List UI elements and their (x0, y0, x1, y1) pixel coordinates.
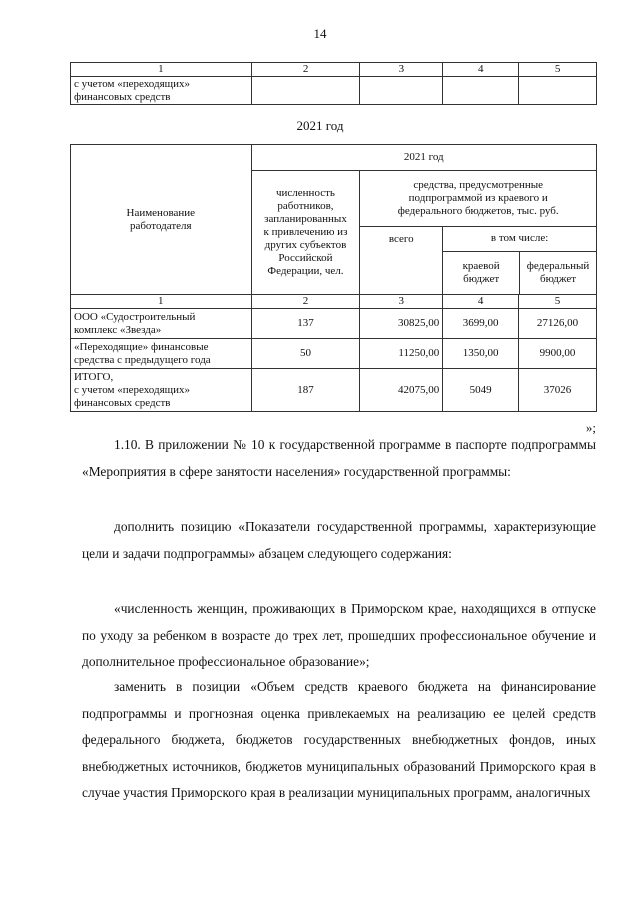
col-number: 3 (360, 63, 443, 77)
row-workers: 50 (251, 339, 360, 369)
row-total: 42075,00 (360, 369, 443, 412)
empty-cell (360, 77, 443, 105)
empty-cell (519, 77, 597, 105)
row-regional: 5049 (443, 369, 519, 412)
row-name: ИТОГО, с учетом «переходящих» финансовых средств (71, 369, 252, 412)
empty-cell (251, 77, 360, 105)
col-number: 4 (443, 295, 519, 309)
empty-cell (443, 77, 519, 105)
row-name: ООО «Судостроительный комплекс «Звезда» (71, 309, 252, 339)
paragraph-1: 1.10. В приложении № 10 к государственной программе в паспорте подпрограммы «Мероприятия в сфере занятости населения» государственной программы: (82, 437, 596, 479)
header-including: в том числе: (443, 227, 596, 251)
year-title: 2021 год (296, 118, 344, 133)
col-number: 4 (443, 63, 519, 77)
header-total: всего (360, 227, 443, 295)
col-number: 2 (251, 295, 360, 309)
page-number: 14 (313, 26, 327, 41)
paragraph-2: дополнить позицию «Показатели государственной программы, характеризующие цели и задачи подпрограммы» абзацем следующего содержания: (82, 519, 596, 561)
col-number: 3 (360, 295, 443, 309)
paragraph-4: заменить в позиции «Объем средств краевого бюджета на финансирование подпрограммы и прогнозная оценка привлекаемых на реализацию ее целей средств федерального бюджета, бюджетов государственных внебюджетных фондов, иных внебюджетных источников, бюджетов муниципальных образований Приморского края в случае участия Приморского края в реализации муниципальных программ, аналогичных (82, 679, 596, 801)
header-including-wrap (443, 227, 597, 295)
row-label: с учетом «переходящих» финансовых средств (71, 77, 252, 105)
row-workers: 137 (251, 309, 360, 339)
row-federal: 37026 (519, 369, 597, 412)
header-funds: средства, предусмотренные подпрограммой из краевого и федерального бюджетов, тыс. руб. (360, 171, 597, 227)
table-row (71, 309, 597, 339)
col-number: 1 (71, 63, 252, 77)
funding-table (70, 144, 597, 412)
row-federal: 27126,00 (519, 309, 597, 339)
header-federal: федеральный бюджет (526, 259, 590, 285)
paragraph-3: «численность женщин, проживающих в Приморском крае, находящихся в отпуске по уходу за ребенком в возрасте до трех лет, прошедших профессиональное обучение и дополнительное профессиональное образование»; (82, 601, 596, 670)
row-total: 30825,00 (360, 309, 443, 339)
row-federal: 9900,00 (519, 339, 597, 369)
row-regional: 1350,00 (443, 339, 519, 369)
table-row (71, 369, 597, 412)
row-total: 11250,00 (360, 339, 443, 369)
continuation-table (70, 62, 597, 105)
header-regional: краевой бюджет (443, 251, 519, 294)
row-regional: 3699,00 (443, 309, 519, 339)
row-name: «Переходящие» финансовые средства с предыдущего года (71, 339, 252, 369)
row-workers: 187 (251, 369, 360, 412)
header-workers: численность работников, запланированных к привлечению из других субъектов Российской Федерации, чел. (251, 171, 360, 295)
header-employer: Наименование работодателя (71, 145, 252, 295)
col-number: 1 (71, 295, 252, 309)
header-including-table (443, 227, 596, 294)
col-number: 5 (519, 295, 597, 309)
col-number: 5 (519, 63, 597, 77)
col-number: 2 (251, 63, 360, 77)
table-row (71, 339, 597, 369)
closing-mark: »; (585, 420, 596, 435)
header-year: 2021 год (251, 145, 596, 171)
